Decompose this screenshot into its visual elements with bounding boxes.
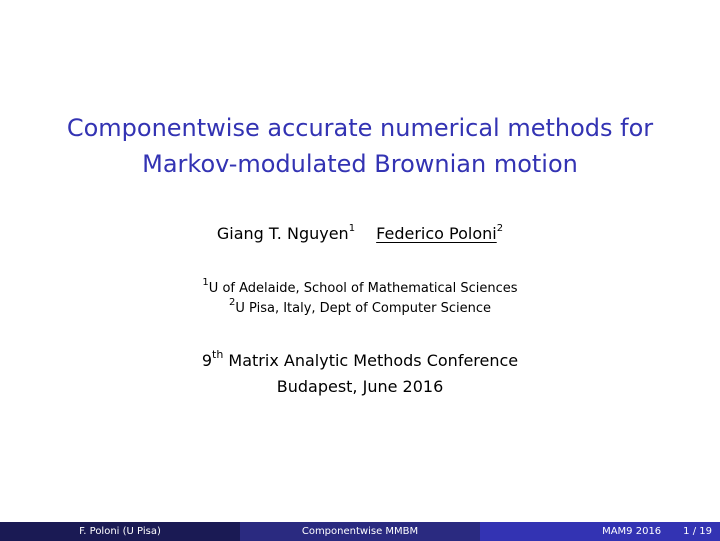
footer-bar xyxy=(0,522,720,541)
footer-right xyxy=(480,522,720,541)
footer-author: F. Poloni (U Pisa) xyxy=(0,522,240,541)
title-line-1: Componentwise accurate numerical methods for xyxy=(66,114,654,142)
author-2-affiliation-mark: 2 xyxy=(496,222,504,234)
footer-short-title: Componentwise MMBM xyxy=(240,522,480,541)
presentation-title xyxy=(0,110,720,182)
affiliation-1-mark: 1 xyxy=(202,276,209,288)
affiliation-list xyxy=(0,276,720,319)
event-location-date: Budapest, June 2016 xyxy=(276,377,444,396)
affiliation-2-mark: 2 xyxy=(229,296,236,308)
author-1-affiliation-mark: 1 xyxy=(348,222,356,234)
affiliation-1 xyxy=(0,276,720,299)
event-info xyxy=(0,348,720,400)
author-list xyxy=(0,222,720,246)
title-line-2: Markov-modulated Brownian motion xyxy=(142,150,578,178)
author-2-name: Federico Poloni xyxy=(376,224,497,243)
event-name: Matrix Analytic Methods Conference xyxy=(228,351,519,370)
event-name-line xyxy=(0,348,720,374)
affiliation-2 xyxy=(0,296,720,319)
event-ordinal-number: 9 xyxy=(201,351,213,370)
affiliation-2-text: U Pisa, Italy, Dept of Computer Science xyxy=(235,301,491,316)
footer-conference: MAM9 2016 xyxy=(602,526,662,537)
affiliation-1-text: U of Adelaide, School of Mathematical Sciences xyxy=(208,281,518,296)
author-2 xyxy=(376,222,503,246)
event-ordinal-suffix: th xyxy=(212,347,224,361)
author-1 xyxy=(217,222,355,246)
footer-page-number: 1 / 19 xyxy=(683,526,712,537)
author-1-name: Giang T. Nguyen xyxy=(216,224,349,243)
